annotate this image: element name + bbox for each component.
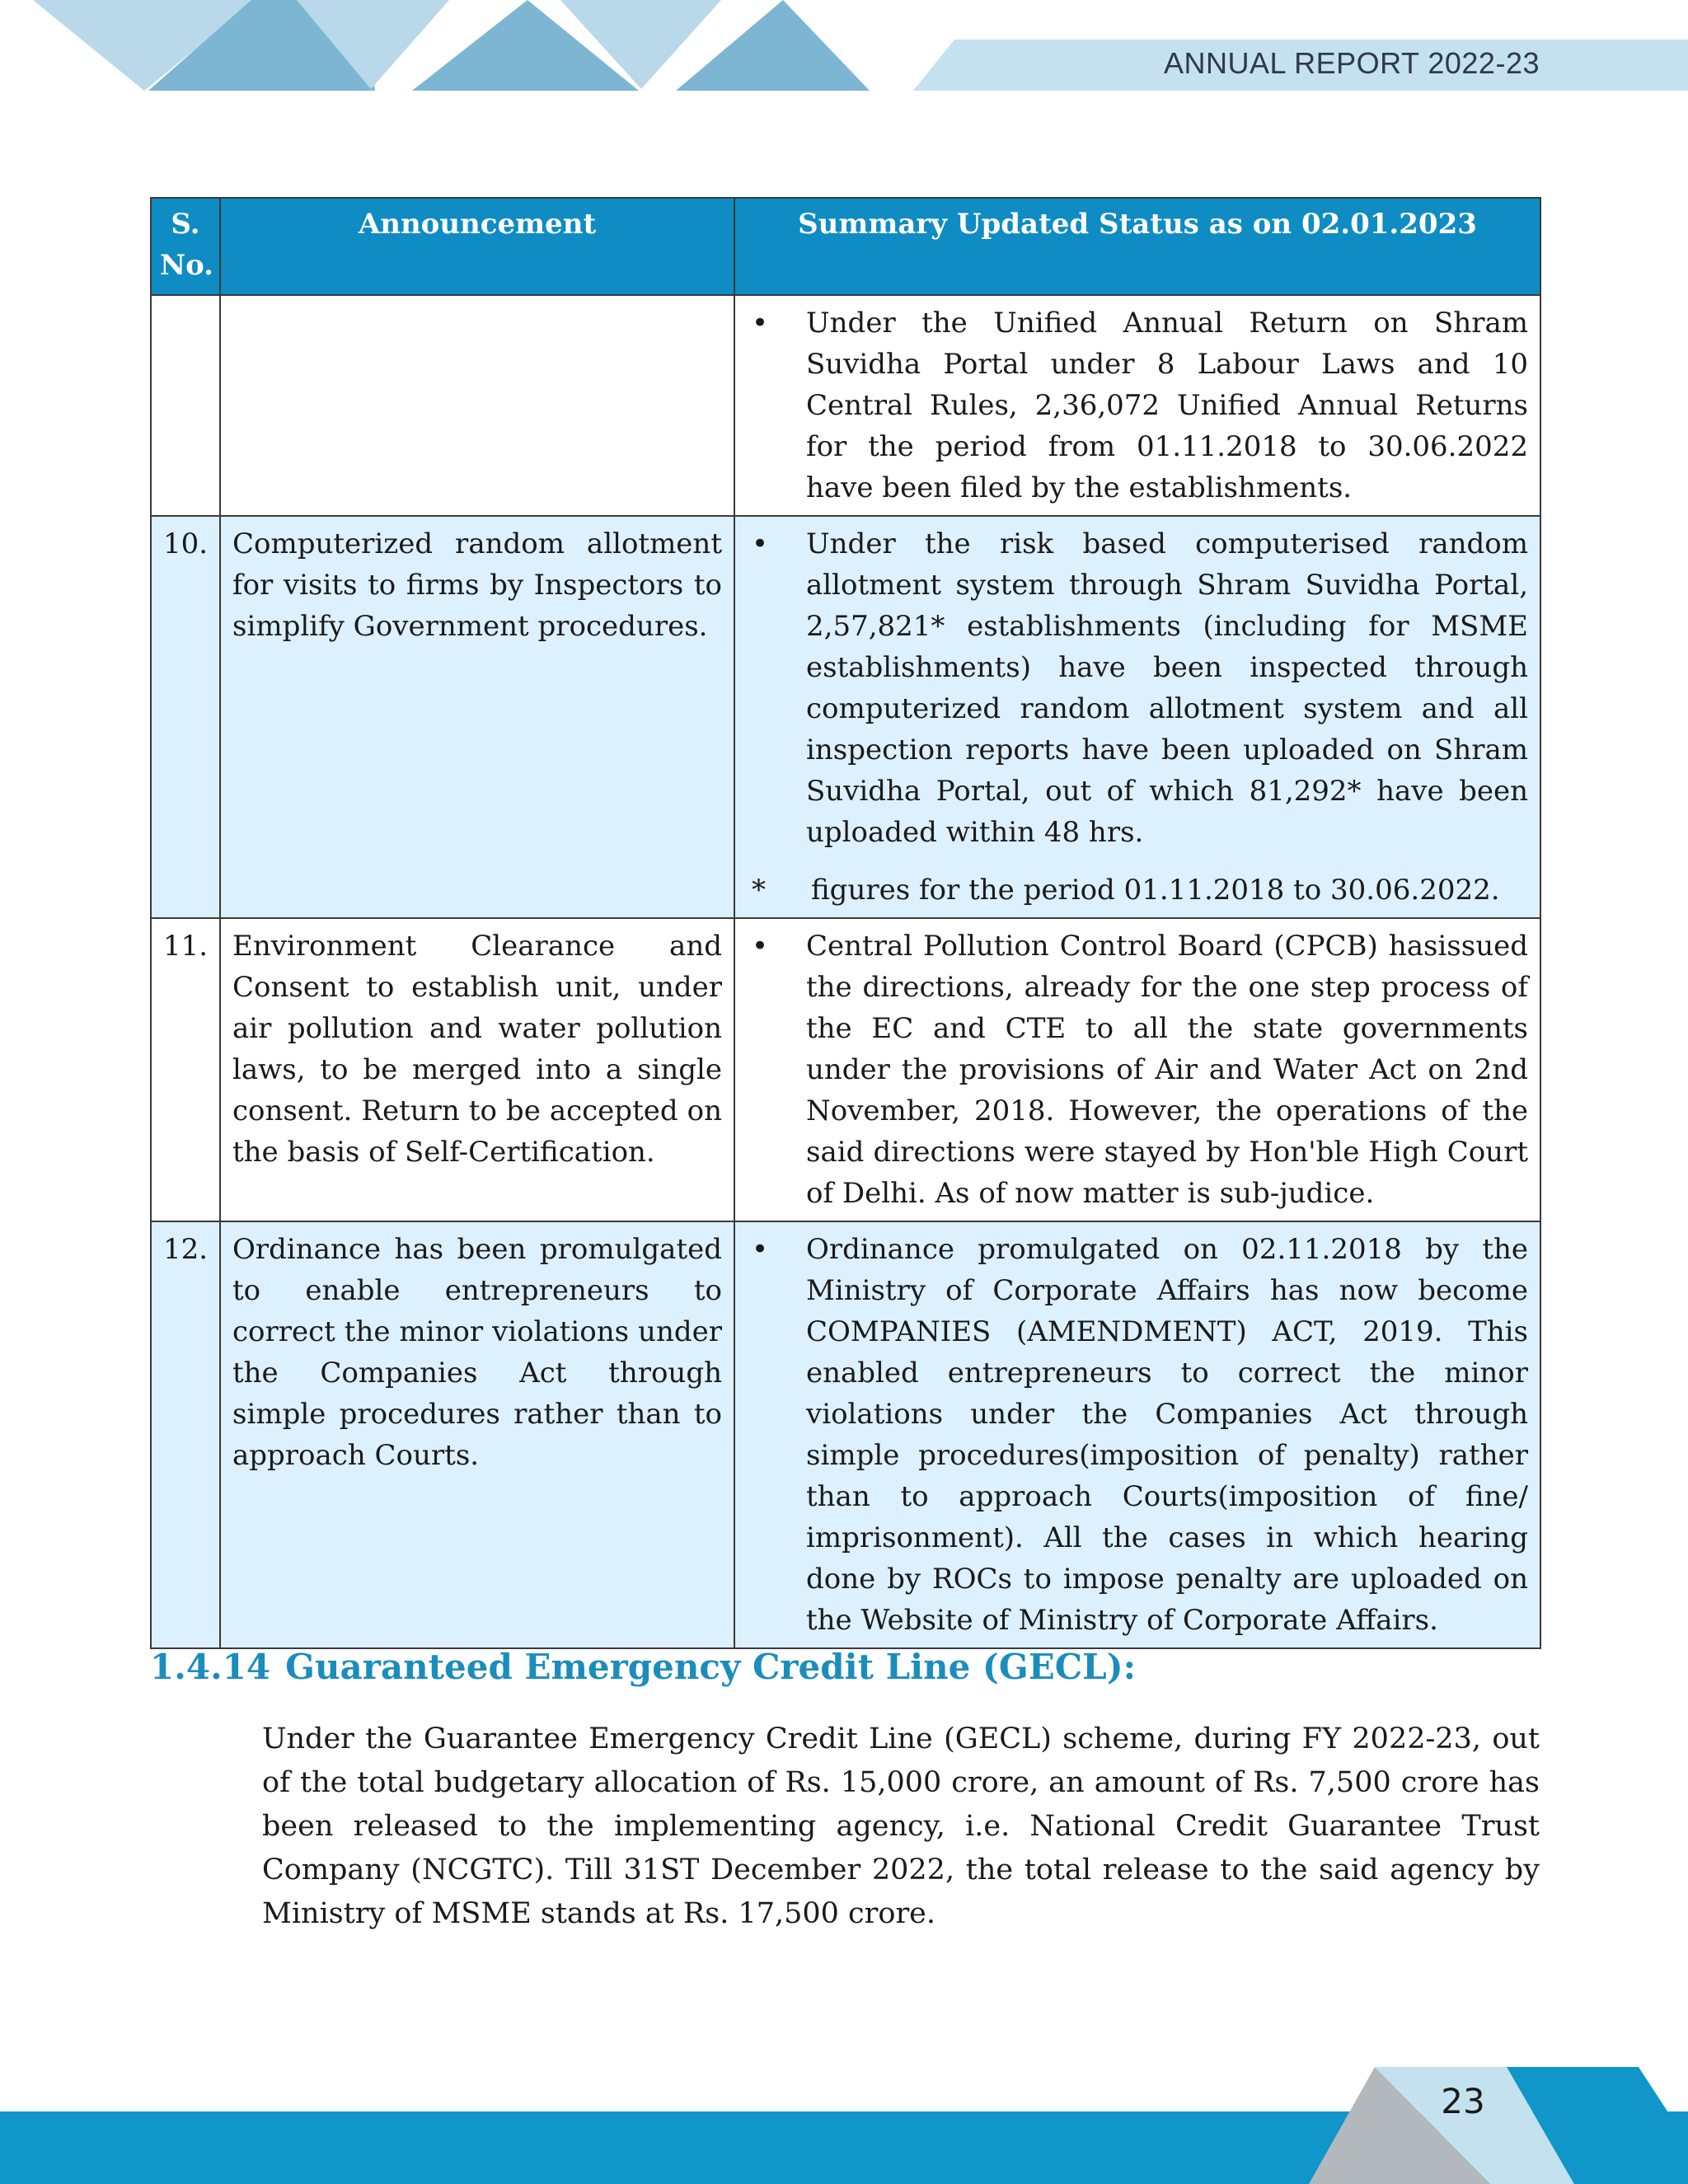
footnote-text: figures for the period 01.11.2018 to 30.06.2022. [811,874,1500,907]
row-announcement: Ordinance has been promulgated to enable entrepreneurs to correct the minor violations under the Companies Act through simple procedures rather than to approach Courts. [220,1221,734,1648]
bullet-icon: • [752,1233,769,1266]
table-row [151,1221,1540,1648]
row-status [734,516,1540,918]
status-table [150,197,1541,1649]
footnote-mark: * [752,874,766,907]
status-bullet [752,926,1528,1214]
row-announcement: Environment Clearance and Consent to establish unit, under air pollution and water pollution laws, to be merged into a single consent. Return to be accepted on the basis of Self-Certification. [220,918,734,1221]
footnote [752,869,1528,911]
bullet-text: Central Pollution Control Board (CPCB) hasissued the directions, already for the one step process of the EC and CTE to all the state governments under the provisions of Air and Water Act on 2nd November, 2018. However, the operations of the said directions were stayed by Hon'ble High Court of Delhi. As of now matter is sub-judice. [806,930,1528,1210]
row-sno: 12. [151,1221,220,1648]
row-status [734,295,1540,516]
row-status [734,918,1540,1221]
row-sno: 10. [151,516,220,918]
section-heading [150,1647,1136,1687]
bullet-icon: • [752,527,769,560]
row-announcement: Computerized random allotment for visits to firms by Inspectors to simplify Government procedures. [220,516,734,918]
table-row [151,516,1540,918]
table-row [151,295,1540,516]
row-sno [151,295,220,516]
status-bullet [752,523,1528,853]
bullet-icon: • [752,307,769,340]
row-announcement [220,295,734,516]
section-body: Under the Guarantee Emergency Credit Line (GECL) scheme, during FY 2022-23, out of the total budgetary allocation of Rs. 15,000 crore, an amount of Rs. 7,500 crore has been released to the implementing agency, i.e. National Credit Guarantee Trust Company (NCGTC). Till 31ST December 2022, the total release to the said agency by Ministry of MSME stands at Rs. 17,500 crore. [262,1722,1540,1930]
section-title: Guaranteed Emergency Credit Line (GECL): [285,1647,1137,1687]
bullet-icon: • [752,930,769,963]
bullet-text: Ordinance promulgated on 02.11.2018 by the Ministry of Corporate Affairs has now become COMPANIES (AMENDMENT) ACT, 2019. This enabled entrepreneurs to correct the minor violations under the Companies Act through simple procedures(imposition of penalty) rather than to approach Courts(imposition of fine/ imprisonment). All the cases in which hearing done by ROCs to impose penalty are uploaded on the Website of Ministry of Corporate Affairs. [806,1233,1528,1637]
report-title: ANNUAL REPORT 2022-23 [1163,46,1540,80]
row-status [734,1221,1540,1648]
table-header-row [151,198,1540,295]
header-announcement: Announcement [220,198,734,295]
header-status: Summary Updated Status as on 02.01.2023 [734,198,1540,295]
bullet-text: Under the risk based computerised random allotment system through Shram Suvidha Portal, 2,57,821* establishments (including for MSME establishments) have been inspected through computerized random allotment system and all inspection reports have been uploaded on Shram Suvidha Portal, out of which 81,292* have been uploaded within 48 hrs. [806,527,1528,849]
section-number: 1.4.14 [150,1647,271,1687]
bullet-text: Under the Unified Annual Return on Shram Suvidha Portal under 8 Labour Laws and 10 Central Rules, 2,36,072 Unified Annual Returns for the period from 01.11.2018 to 30.06.2022 have been filed by the establishments. [806,307,1528,504]
status-bullet [752,1229,1528,1641]
row-sno: 11. [151,918,220,1221]
header-sno: S. No. [151,198,220,295]
page-number: 23 [1441,2081,1485,2121]
table-row [151,918,1540,1221]
status-bullet [752,302,1528,509]
